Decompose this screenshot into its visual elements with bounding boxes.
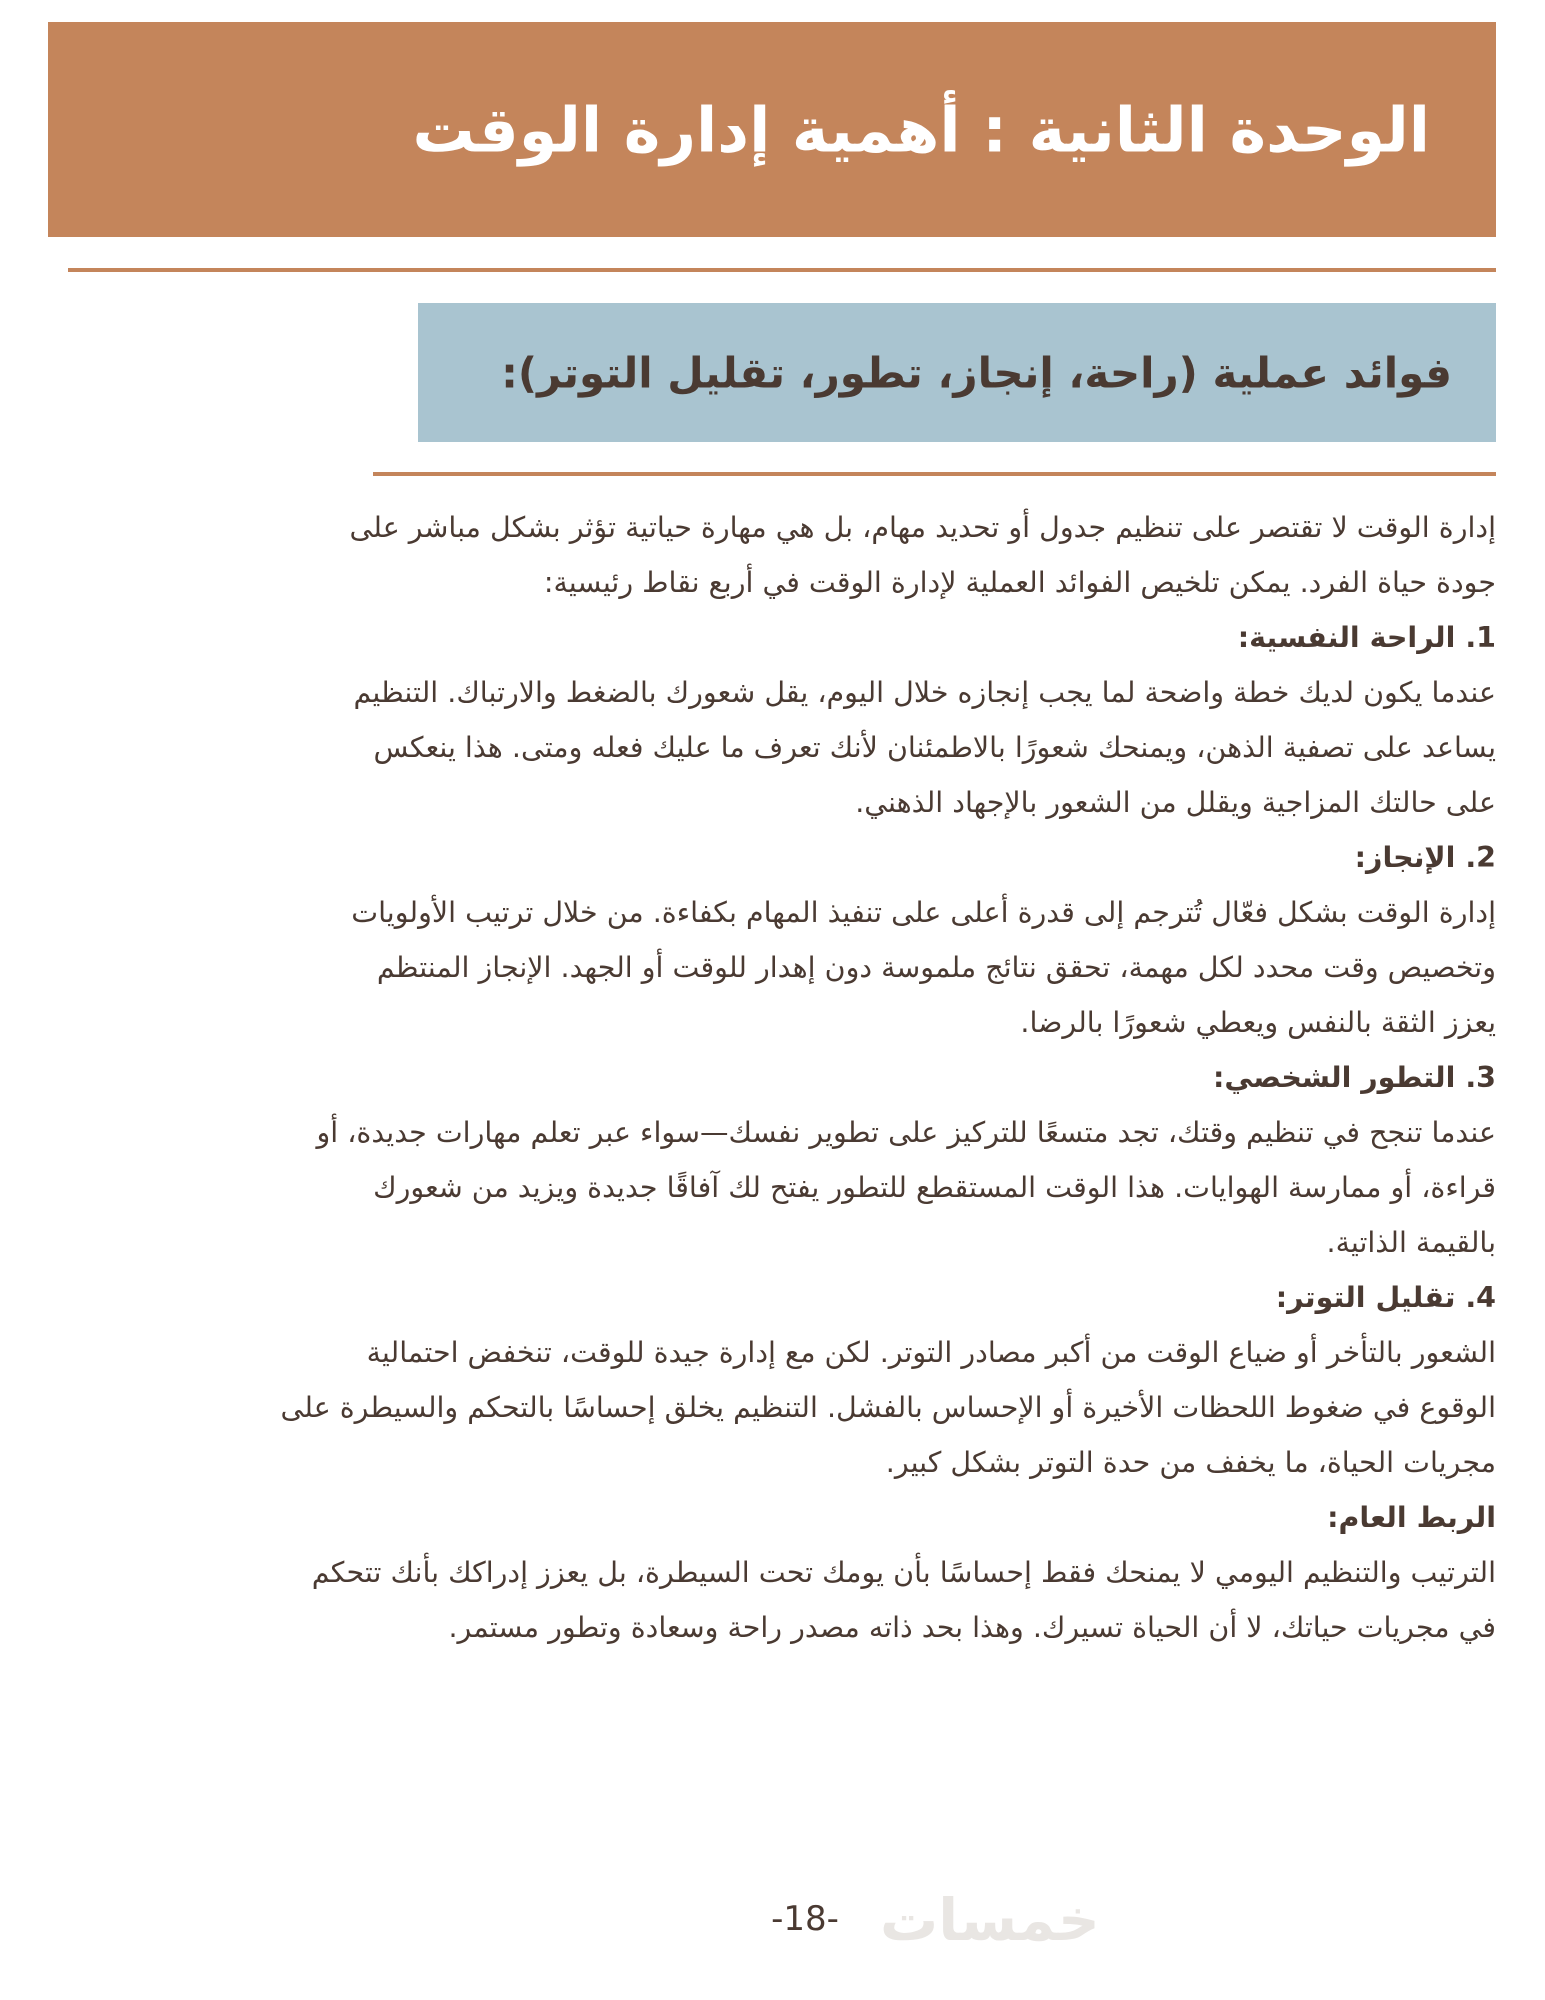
unit-header: [48, 22, 1496, 237]
paragraph-line: في مجريات حياتك، لا أن الحياة تسيرك. وهذا بحد ذاته مصدر راحة وسعادة وتطور مستمر.: [448, 1611, 1496, 1644]
section-heading: 3. التطور الشخصي:: [1213, 1061, 1496, 1094]
section-heading: 2. الإنجاز:: [1354, 841, 1496, 874]
paragraph-line: قراءة، أو ممارسة الهوايات. هذا الوقت المستقطع للتطور يفتح لك آفاقًا جديدة ويزيد من شعورك: [373, 1171, 1496, 1204]
paragraph-line: إدارة الوقت بشكل فعّال تُترجم إلى قدرة أعلى على تنفيذ المهام بكفاءة. من خلال ترتيب الأولويات: [351, 896, 1496, 929]
paragraph-line: بالقيمة الذاتية.: [1326, 1226, 1496, 1259]
body-text: [76, 500, 1496, 1655]
paragraph-line: يساعد على تصفية الذهن، ويمنحك شعورًا بالاطمئنان لأنك تعرف ما عليك فعله ومتى. هذا ينعكس: [373, 731, 1496, 764]
paragraph-line: مجريات الحياة، ما يخفف من حدة التوتر بشكل كبير.: [885, 1446, 1496, 1479]
paragraph-line: عندما يكون لديك خطة واضحة لما يجب إنجازه خلال اليوم، يقل شعورك بالضغط والارتباك. التنظيم: [353, 676, 1496, 709]
page-number: -18-: [771, 1899, 839, 1939]
paragraph-line: وتخصيص وقت محدد لكل مهمة، تحقق نتائج ملموسة دون إهدار للوقت أو الجهد. الإنجاز المنتظم: [376, 951, 1496, 984]
section-heading: 1. الراحة النفسية:: [1237, 621, 1496, 654]
intro-line: إدارة الوقت لا تقتصر على تنظيم جدول أو تحديد مهام، بل هي مهارة حياتية تؤثر بشكل مباشر على: [349, 511, 1496, 544]
divider: [68, 268, 1496, 272]
paragraph-line: الوقوع في ضغوط اللحظات الأخيرة أو الإحساس بالفشل. التنظيم يخلق إحساسًا بالتحكم والسيطرة على: [280, 1391, 1496, 1424]
paragraph-line: الترتيب والتنظيم اليومي لا يمنحك فقط إحساسًا بأن يومك تحت السيطرة، بل يعزز إدراكك بأنك تتحكم: [311, 1556, 1496, 1589]
divider: [373, 472, 1496, 476]
paragraph-line: يعزز الثقة بالنفس ويعطي شعورًا بالرضا.: [1020, 1006, 1496, 1039]
section-title: فوائد عملية (راحة، إنجاز، تطور، تقليل التوتر):: [501, 348, 1452, 397]
unit-title: الوحدة الثانية : أهمية إدارة الوقت: [412, 93, 1430, 166]
section-header: [418, 303, 1496, 442]
intro-line: جودة حياة الفرد. يمكن تلخيص الفوائد العملية لإدارة الوقت في أربع نقاط رئيسية:: [543, 566, 1496, 599]
section-heading: 4. تقليل التوتر:: [1275, 1281, 1496, 1314]
paragraph-line: عندما تنجح في تنظيم وقتك، تجد متسعًا للتركيز على تطوير نفسك—سواء عبر تعلم مهارات جديدة، أو: [316, 1116, 1496, 1149]
section-heading: الربط العام:: [1327, 1501, 1496, 1534]
paragraph-line: على حالتك المزاجية ويقلل من الشعور بالإجهاد الذهني.: [855, 786, 1496, 819]
watermark-logo: خمسات: [880, 1886, 1100, 1954]
paragraph-line: الشعور بالتأخر أو ضياع الوقت من أكبر مصادر التوتر. لكن مع إدارة جيدة للوقت، تنخفض احتمالية: [366, 1336, 1496, 1369]
